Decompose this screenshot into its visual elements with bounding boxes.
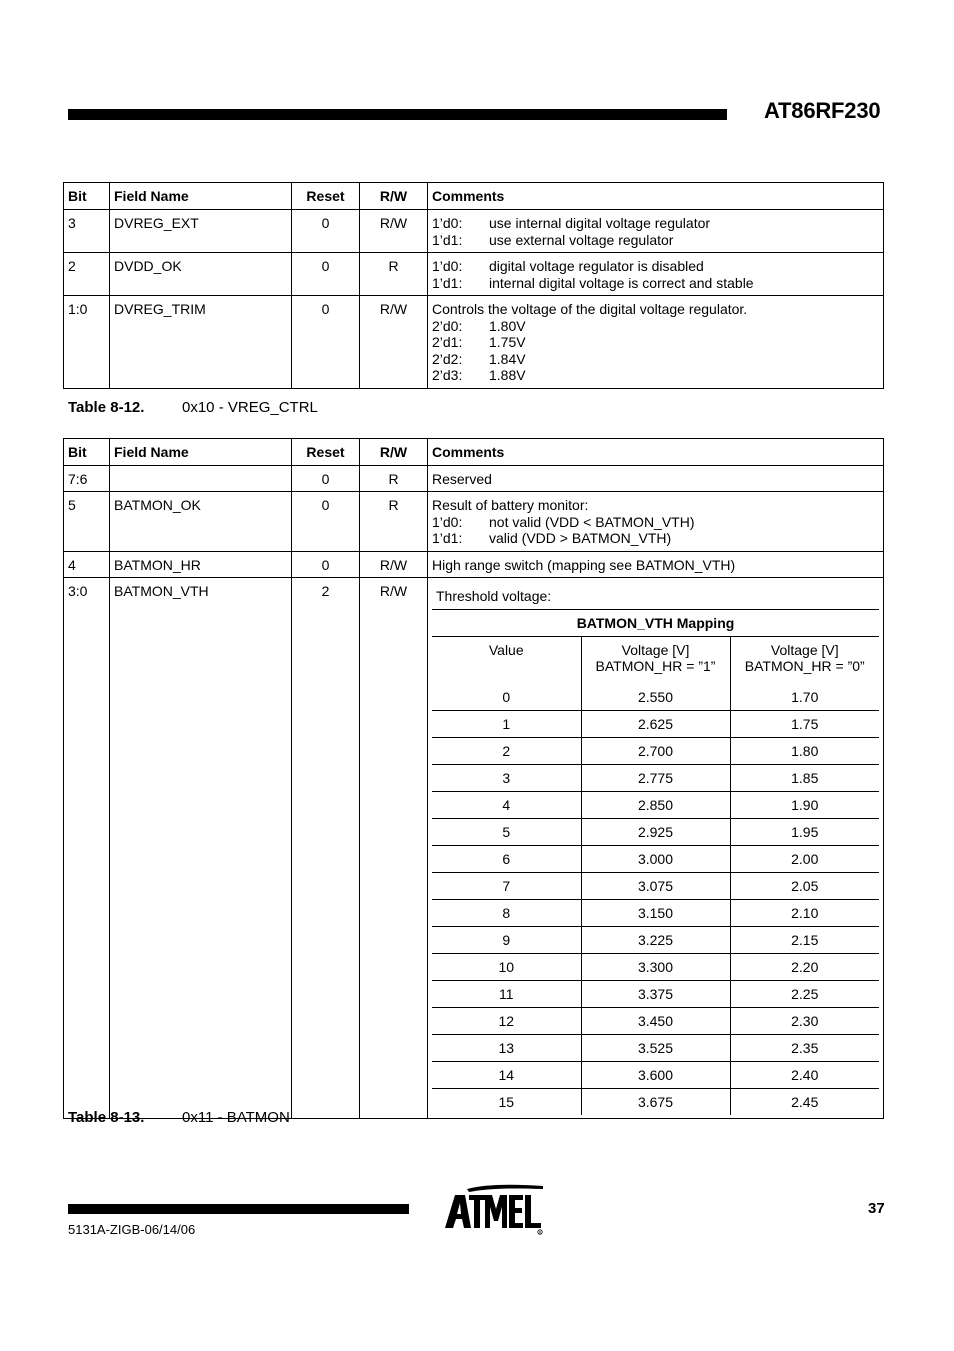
value-entry: 1’d0: use internal digital voltage regulator [432, 215, 711, 231]
mapping-hr1-cell: 3.150 [581, 900, 730, 927]
mapping-value-cell: 1 [432, 711, 581, 738]
comments-cell [428, 492, 884, 552]
reset-cell: 0 [292, 296, 360, 389]
bit-cell: 3 [64, 210, 110, 253]
document-id: 5131A-ZIGB-06/14/06 [68, 1222, 196, 1237]
col-header-field-name: Field Name [110, 183, 292, 210]
value-entry: 2’d2: 1.84V [432, 350, 526, 367]
mapping-hr0-cell: 2.40 [730, 1062, 879, 1089]
mapping-title: BATMON_VTH Mapping [576, 615, 735, 631]
mapping-value-cell: 4 [432, 792, 581, 819]
mapping-row [432, 846, 879, 873]
mapping-hr0-cell: 2.35 [730, 1035, 879, 1062]
comments-cell [428, 578, 884, 1119]
mapping-row [432, 765, 879, 792]
value-entry: 1’d0: not valid (VDD < BATMON_VTH) [432, 513, 695, 530]
footer-rule [68, 1204, 409, 1214]
table-row [64, 552, 884, 578]
mapping-hr0-cell: 2.30 [730, 1008, 879, 1035]
bit-cell: 5 [64, 492, 110, 552]
reset-cell: 2 [292, 578, 360, 1119]
bit-cell: 4 [64, 552, 110, 578]
rw-cell: R/W [360, 210, 428, 253]
page-number: 37 [868, 1200, 885, 1217]
comment-intro: Controls the voltage of the digital voltage regulator. [432, 301, 748, 317]
col-header-rw: R/W [360, 439, 428, 466]
table-row [64, 210, 884, 253]
bit-cell: 2 [64, 253, 110, 296]
mapping-header-value: Value [432, 637, 581, 685]
table-row [64, 253, 884, 296]
document-title: AT86RF230 [764, 98, 881, 123]
field-name-cell: DVREG_TRIM [110, 296, 292, 389]
table-row [64, 492, 884, 552]
rw-cell: R [360, 492, 428, 552]
mapping-row [432, 1035, 879, 1062]
mapping-hr1-cell: 2.700 [581, 738, 730, 765]
mapping-row [432, 792, 879, 819]
mapping-row [432, 873, 879, 900]
mapping-row [432, 900, 879, 927]
mapping-header-hr0: Voltage [V] BATMON_HR = ”0” [730, 637, 879, 685]
mapping-row [432, 954, 879, 981]
comments-cell: High range switch (mapping see BATMON_VTH) [428, 552, 884, 578]
table-row [64, 466, 884, 492]
field-name-cell: BATMON_VTH [110, 578, 292, 1119]
mapping-hr1-cell: 3.000 [581, 846, 730, 873]
mapping-hr0-cell: 2.15 [730, 927, 879, 954]
field-name-cell: BATMON_HR [110, 552, 292, 578]
value-entry: 2’d3: 1.88V [432, 367, 526, 383]
col-header-reset: Reset [292, 439, 360, 466]
mapping-header-hr1: Voltage [V] BATMON_HR = ”1” [581, 637, 730, 685]
mapping-hr1-cell: 2.775 [581, 765, 730, 792]
rw-cell: R [360, 466, 428, 492]
mapping-row [432, 981, 879, 1008]
value-entry: 2’d1: 1.75V [432, 334, 526, 350]
col-header-reset: Reset [292, 183, 360, 210]
mapping-hr0-cell: 1.75 [730, 711, 879, 738]
rw-cell: R/W [360, 578, 428, 1119]
mapping-hr1-cell: 3.450 [581, 1008, 730, 1035]
mapping-row [432, 684, 879, 711]
table-caption [68, 1109, 290, 1126]
table-row [64, 578, 884, 1119]
mapping-hr0-cell: 1.95 [730, 819, 879, 846]
mapping-hr1-cell: 2.625 [581, 711, 730, 738]
table-row [64, 296, 884, 389]
mapping-row [432, 711, 879, 738]
mapping-row [432, 819, 879, 846]
table-header-row [64, 183, 884, 210]
atmel-logo-icon [445, 1183, 545, 1240]
comments-cell: Reserved [428, 466, 884, 492]
mapping-row [432, 738, 879, 765]
value-entry: 1’d1: use external voltage regulator [432, 231, 674, 248]
mapping-hr1-cell: 3.675 [581, 1089, 730, 1116]
rw-cell: R/W [360, 296, 428, 389]
mapping-hr0-cell: 1.90 [730, 792, 879, 819]
reset-cell: 0 [292, 492, 360, 552]
comments-cell [428, 296, 884, 389]
col-header-rw: R/W [360, 183, 428, 210]
field-name-cell: BATMON_OK [110, 492, 292, 552]
mapping-row [432, 1089, 879, 1116]
mapping-hr0-cell: 1.80 [730, 738, 879, 765]
mapping-row [432, 927, 879, 954]
batmon-vth-mapping-table [432, 610, 879, 1115]
header-rule [68, 109, 727, 120]
mapping-value-cell: 5 [432, 819, 581, 846]
mapping-hr1-cell: 2.925 [581, 819, 730, 846]
svg-text:R: R [538, 1230, 542, 1235]
mapping-value-cell: 7 [432, 873, 581, 900]
col-header-comments: Comments [428, 439, 884, 466]
mapping-value-cell: 6 [432, 846, 581, 873]
value-entry: 1’d0: digital voltage regulator is disabled [432, 258, 704, 274]
mapping-value-cell: 8 [432, 900, 581, 927]
bit-cell: 1:0 [64, 296, 110, 389]
mapping-value-cell: 10 [432, 954, 581, 981]
mapping-value-cell: 14 [432, 1062, 581, 1089]
field-name-cell: DVREG_EXT [110, 210, 292, 253]
mapping-hr0-cell: 2.45 [730, 1089, 879, 1116]
table-caption-text: 0x11 - BATMON [182, 1109, 290, 1126]
mapping-value-cell: 12 [432, 1008, 581, 1035]
col-header-field-name: Field Name [110, 439, 292, 466]
mapping-hr1-cell: 3.600 [581, 1062, 730, 1089]
mapping-hr0-cell: 2.10 [730, 900, 879, 927]
mapping-row [432, 1008, 879, 1035]
mapping-body [432, 684, 879, 1115]
rw-cell: R/W [360, 552, 428, 578]
table-caption-number: Table 8-12. [68, 399, 145, 416]
mapping-hr0-cell: 2.05 [730, 873, 879, 900]
col-header-comments: Comments [428, 183, 884, 210]
field-name-cell: DVDD_OK [110, 253, 292, 296]
mapping-hr1-cell: 3.300 [581, 954, 730, 981]
mapping-value-cell: 15 [432, 1089, 581, 1116]
batmon-table [63, 438, 884, 1119]
comments-cell [428, 210, 884, 253]
bit-cell: 3:0 [64, 578, 110, 1119]
mapping-hr0-cell: 2.20 [730, 954, 879, 981]
table-caption [68, 399, 318, 416]
value-entry: 2’d0: 1.80V [432, 317, 526, 334]
mapping-hr0-cell: 1.85 [730, 765, 879, 792]
mapping-hr0-cell: 2.25 [730, 981, 879, 1008]
mapping-value-cell: 3 [432, 765, 581, 792]
value-entry: 1’d1: internal digital voltage is correct and stable [432, 274, 754, 291]
mapping-hr0-cell: 2.00 [730, 846, 879, 873]
mapping-hr1-cell: 3.375 [581, 981, 730, 1008]
mapping-hr1-cell: 3.525 [581, 1035, 730, 1062]
comment-intro: Threshold voltage: [432, 583, 879, 610]
mapping-value-cell: 0 [502, 689, 511, 705]
mapping-hr1-cell: 2.850 [581, 792, 730, 819]
table-header-row [64, 439, 884, 466]
value-entry: 1’d1: valid (VDD > BATMON_VTH) [432, 530, 672, 546]
mapping-hr0-cell: 1.70 [730, 684, 879, 711]
table-caption-number: Table 8-13. [68, 1109, 145, 1126]
mapping-hr1-cell: 3.225 [581, 927, 730, 954]
comment-intro: Result of battery monitor: [432, 497, 589, 513]
reset-cell: 0 [292, 466, 360, 492]
mapping-hr1-cell: 2.550 [581, 684, 730, 711]
mapping-value-cell: 13 [432, 1035, 581, 1062]
mapping-value-cell: 2 [432, 738, 581, 765]
rw-cell: R [360, 253, 428, 296]
col-header-bit: Bit [64, 183, 110, 210]
reset-cell: 0 [292, 253, 360, 296]
mapping-value-cell: 9 [432, 927, 581, 954]
comments-cell [428, 253, 884, 296]
mapping-value-cell: 11 [432, 981, 581, 1008]
mapping-hr1-cell: 3.075 [581, 873, 730, 900]
col-header-bit: Bit [64, 439, 110, 466]
mapping-row [432, 1062, 879, 1089]
reset-cell: 0 [292, 210, 360, 253]
table-caption-text: 0x10 - VREG_CTRL [182, 399, 318, 416]
field-name-cell [110, 466, 292, 492]
reset-cell: 0 [292, 552, 360, 578]
vreg-ctrl-table [63, 182, 884, 389]
bit-cell: 7:6 [64, 466, 110, 492]
